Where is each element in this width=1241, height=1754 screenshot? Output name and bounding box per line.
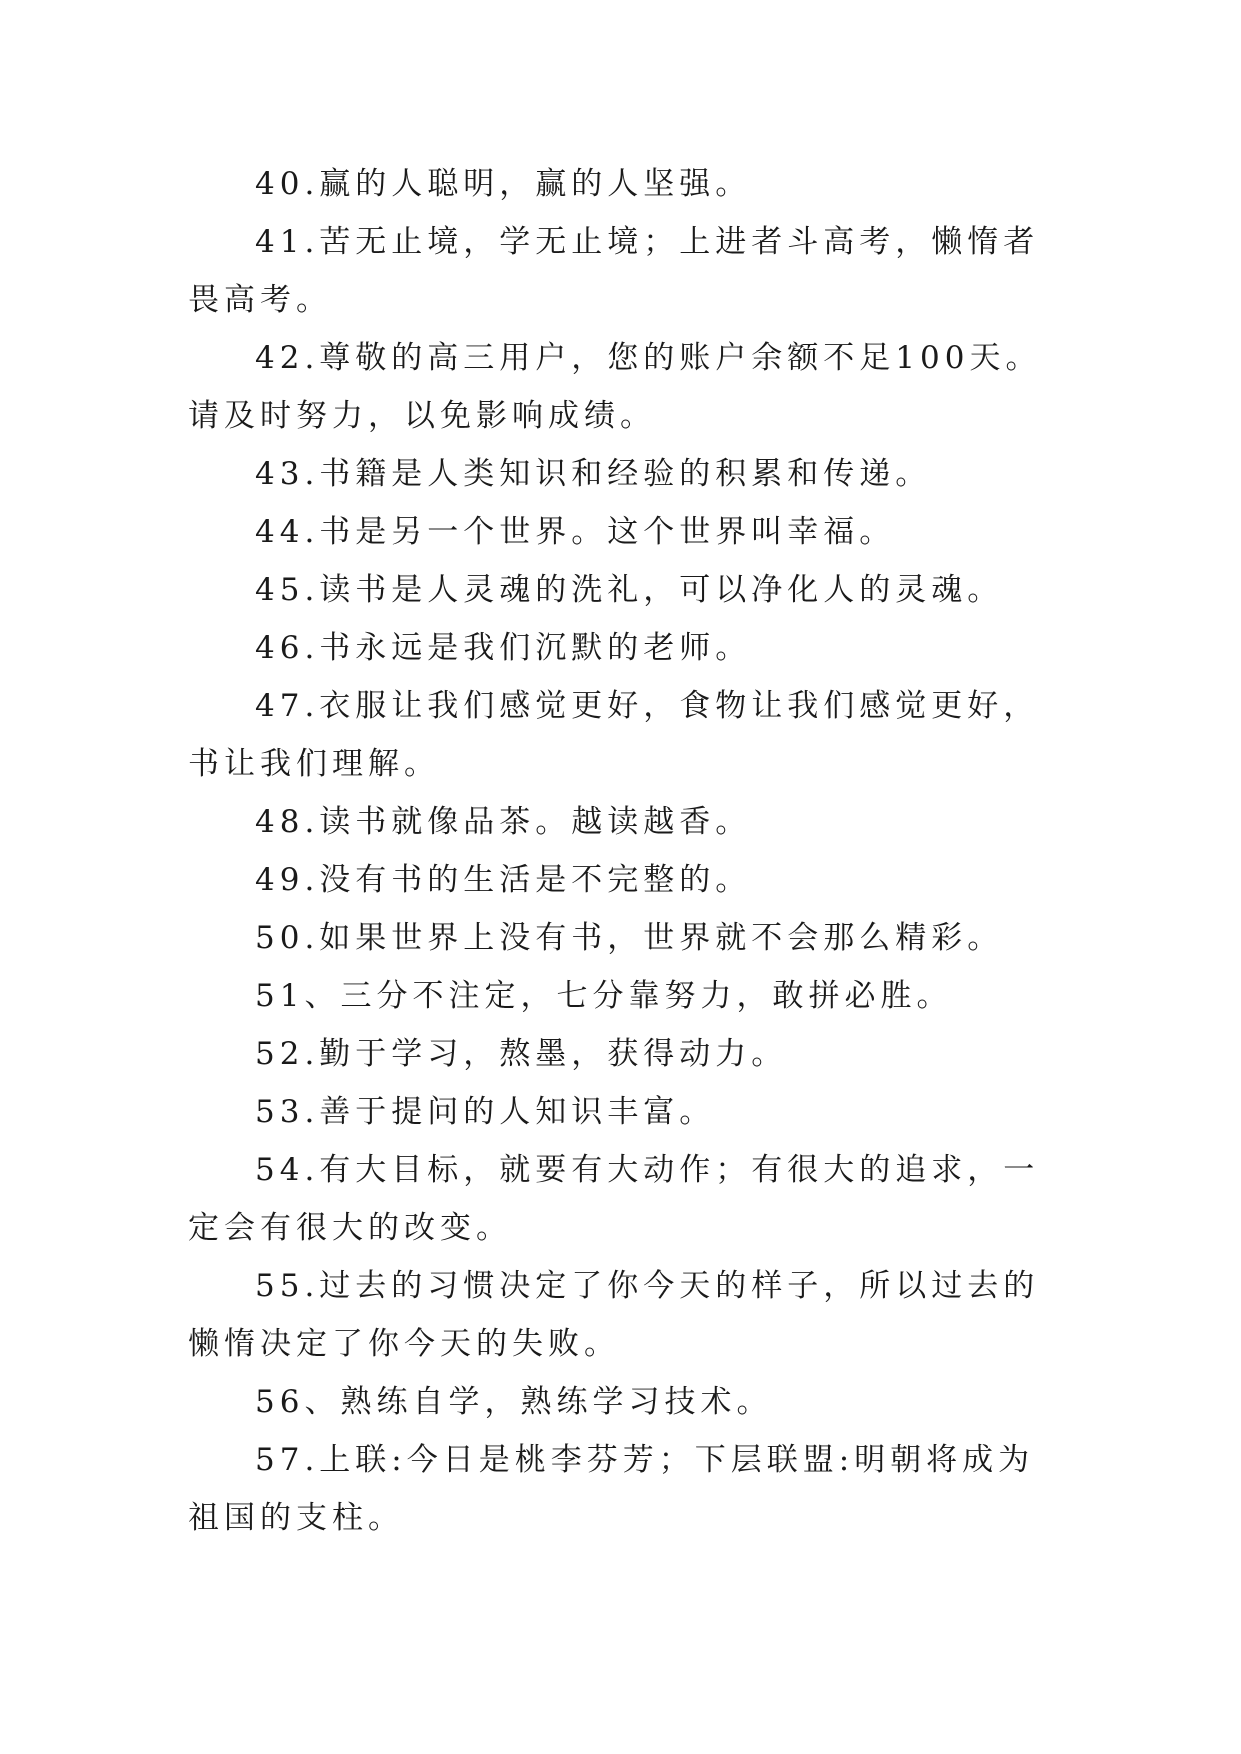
paragraph-53: 53.善于提问的人知识丰富。 (255, 1094, 716, 1130)
paragraph-54: 54.有大目标，就要有大动作；有很大的追求，一定会有很大的改变。 (188, 1152, 1040, 1246)
paragraph-41: 41.苦无止境，学无止境；上进者斗高考，懒惰者畏高考。 (188, 224, 1040, 318)
paragraph-43: 43.书籍是人类知识和经验的积累和传递。 (255, 456, 932, 492)
paragraph-52: 52.勤于学习，熬墨，获得动力。 (255, 1036, 788, 1072)
paragraph-40: 40.赢的人聪明，赢的人坚强。 (255, 166, 752, 202)
paragraph-47: 47.衣服让我们感觉更好，食物让我们感觉更好，书让我们理解。 (188, 688, 1040, 782)
paragraph-57: 57.上联:今日是桃李芬芳；下层联盟:明朝将成为祖国的支柱。 (188, 1442, 1035, 1536)
paragraph-56: 56、熟练自学，熟练学习技术。 (255, 1384, 773, 1420)
paragraph-49: 49.没有书的生活是不完整的。 (255, 862, 752, 898)
paragraph-50: 50.如果世界上没有书，世界就不会那么精彩。 (255, 920, 1004, 956)
paragraph-48: 48.读书就像品茶。越读越香。 (255, 804, 752, 840)
paragraph-51: 51、三分不注定，七分靠努力，敢拼必胜。 (255, 978, 953, 1014)
document-body (188, 155, 1058, 1547)
paragraph-46: 46.书永远是我们沉默的老师。 (255, 630, 752, 666)
paragraph-45: 45.读书是人灵魂的洗礼，可以净化人的灵魂。 (255, 572, 1004, 608)
paragraph-42: 42.尊敬的高三用户，您的账户余额不足100天。请及时努力，以免影响成绩。 (188, 340, 1042, 434)
paragraph-44: 44.书是另一个世界。这个世界叫幸福。 (255, 514, 896, 550)
paragraph-55: 55.过去的习惯决定了你今天的样子，所以过去的懒惰决定了你今天的失败。 (188, 1268, 1040, 1362)
